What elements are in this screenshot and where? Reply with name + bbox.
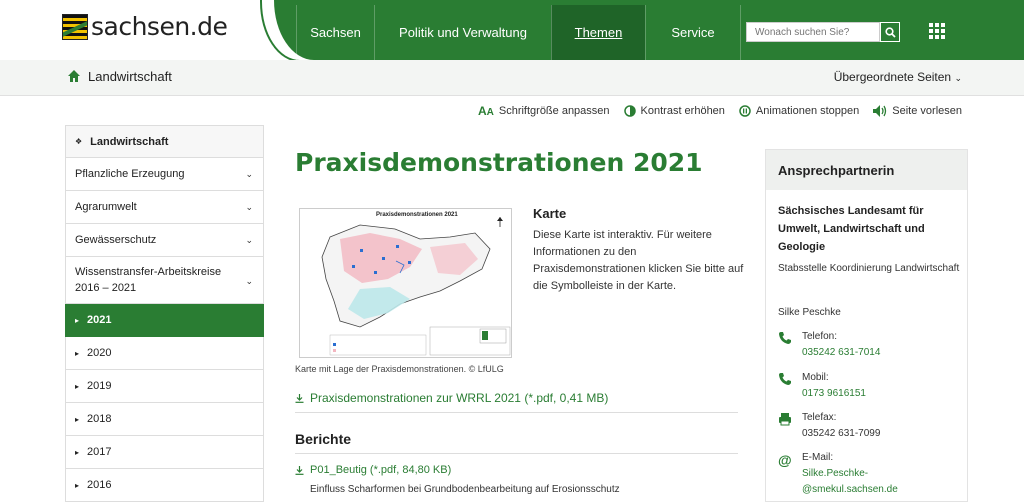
parent-pages-dropdown[interactable]	[834, 70, 962, 84]
fax-number: 035242 631-7099	[802, 428, 881, 439]
sidebar-item-2020[interactable]	[65, 337, 264, 370]
chevron-down-icon: ⌄	[245, 276, 253, 286]
sidebar-item-2021[interactable]	[65, 304, 264, 337]
karte-heading: Karte	[533, 206, 567, 221]
triangle-right-icon: ▸	[75, 348, 80, 358]
search-icon	[885, 27, 896, 38]
phone-icon	[778, 372, 792, 386]
nav-item-service[interactable]: Service	[645, 5, 741, 60]
download-link-praxisdemonstrationen[interactable]	[295, 391, 608, 405]
sidebar-item-2019[interactable]	[65, 370, 264, 403]
contact-organization: Sächsisches Landesamt für Umwelt, Landwirtschaft und Geologie	[778, 205, 925, 253]
triangle-right-icon: ▸	[75, 315, 80, 325]
contact-person: Silke Peschke	[778, 307, 841, 318]
phone-link[interactable]: 035242 631-7014	[802, 347, 881, 358]
contact-heading: Ansprechpartnerin	[766, 150, 967, 190]
pause-icon	[739, 105, 751, 117]
sidebar-item-wissenstransfer[interactable]	[65, 257, 264, 304]
breadcrumb	[0, 60, 1024, 96]
download-link-p01[interactable]	[295, 464, 451, 476]
email-label: E-Mail:	[802, 452, 834, 463]
sidebar-item-label: 2018	[87, 413, 112, 425]
chevron-down-icon: ⌄	[245, 169, 253, 179]
triangle-right-icon: ▸	[75, 381, 80, 391]
mobile-link[interactable]: 0173 9616151	[802, 388, 866, 399]
email-link-part2[interactable]: @smekul.sachsen.de	[802, 484, 898, 495]
berichte-heading: Berichte	[295, 431, 352, 447]
read-aloud-button[interactable]	[873, 105, 962, 117]
sidebar-item-label: Landwirtschaft	[90, 135, 169, 148]
parent-pages-label: Übergeordnete Seiten	[833, 70, 952, 84]
triangle-right-icon: ▸	[75, 447, 80, 457]
sidebar-item-2017[interactable]	[65, 436, 264, 469]
sidebar-item-pflanzliche-erzeugung[interactable]	[65, 158, 264, 191]
animations-button[interactable]	[739, 105, 859, 117]
speaker-icon	[873, 105, 887, 117]
download-icon	[295, 394, 304, 403]
chevron-down-icon: ⌄	[245, 202, 253, 212]
diamond-icon: ❖	[75, 137, 83, 146]
page-title: Praxisdemonstrationen 2021	[295, 148, 703, 177]
home-icon[interactable]	[68, 70, 80, 82]
read-aloud-label: Seite vorlesen	[892, 105, 962, 117]
search-button[interactable]	[880, 22, 900, 42]
nav-item-themen[interactable]: Themen	[551, 5, 645, 60]
phone-icon	[778, 331, 792, 345]
sidebar-item-gewaesserschutz[interactable]	[65, 224, 264, 257]
saxony-map-graphic	[300, 209, 512, 358]
font-size-icon: AA	[477, 104, 494, 118]
triangle-right-icon: ▸	[75, 480, 80, 490]
sidebar-item-label: Gewässerschutz	[75, 234, 157, 246]
sidebar-item-2018[interactable]	[65, 403, 264, 436]
contrast-button[interactable]	[624, 105, 725, 117]
map-title: Praxisdemonstrationen 2021	[376, 212, 458, 218]
sidebar-item-landwirtschaft[interactable]	[65, 125, 264, 158]
sidebar-item-label: 2019	[87, 380, 112, 392]
main-nav	[296, 5, 741, 60]
mobile-label: Mobil:	[802, 372, 829, 383]
animations-label: Animationen stoppen	[755, 105, 860, 117]
font-size-label: Schriftgröße anpassen	[498, 105, 610, 117]
search-form	[746, 22, 900, 42]
site-logo-text: sachsen.de	[91, 12, 228, 41]
karte-description: Diese Karte ist interaktiv. Für weitere Informationen zu den Praxisdemonstrationen klicken Sie bitte auf die Symbolleiste in der Karte.	[533, 229, 744, 292]
search-input[interactable]	[746, 22, 880, 42]
contact-box	[765, 149, 968, 502]
p01-description: Einfluss Scharformen bei Grundbodenbearbeitung auf Erosionsschutz	[310, 484, 620, 495]
sidebar-item-label: Agrarumwelt	[75, 201, 137, 213]
fax-icon	[778, 412, 792, 426]
contrast-label: Kontrast erhöhen	[640, 105, 725, 117]
fax-label: Telefax:	[802, 412, 837, 423]
divider	[295, 412, 738, 413]
contact-department: Stabsstelle Koordinierung Landwirtschaft	[778, 263, 960, 274]
chevron-down-icon: ⌄	[954, 73, 962, 83]
triangle-right-icon: ▸	[75, 414, 80, 424]
saxony-coat-of-arms-icon	[62, 14, 88, 40]
contrast-icon	[624, 105, 636, 117]
sidebar-item-2016[interactable]	[65, 469, 264, 502]
download-icon	[295, 466, 304, 475]
sidebar-nav	[65, 125, 264, 502]
sidebar-item-label: 2020	[87, 347, 112, 359]
sidebar-item-label: 2017	[87, 446, 112, 458]
sidebar-item-label: 2021	[87, 314, 112, 326]
email-link-part1[interactable]: Silke.Peschke-	[802, 468, 869, 479]
sidebar-item-agrarumwelt[interactable]	[65, 191, 264, 224]
breadcrumb-title[interactable]: Landwirtschaft	[88, 69, 172, 84]
sidebar-item-label: 2016	[87, 479, 112, 491]
chevron-down-icon: ⌄	[245, 235, 253, 245]
map-image[interactable]	[299, 208, 512, 358]
phone-label: Telefon:	[802, 331, 838, 342]
font-size-button[interactable]	[478, 104, 610, 118]
nav-item-sachsen[interactable]: Sachsen	[296, 5, 374, 60]
sidebar-item-label: Pflanzliche Erzeugung	[75, 168, 185, 180]
divider	[295, 453, 738, 454]
site-logo[interactable]	[62, 12, 227, 41]
sidebar-item-label: Wissenstransfer-Arbeitskreise 2016 – 2021	[75, 266, 222, 294]
accessibility-toolbar	[478, 104, 962, 118]
download-link-label: Praxisdemonstrationen zur WRRL 2021 (*.pdf, 0,41 MB)	[310, 391, 609, 405]
download-link-label: P01_Beutig (*.pdf, 84,80 KB)	[310, 464, 452, 476]
map-caption: Karte mit Lage der Praxisdemonstrationen. © LfULG	[295, 364, 504, 374]
at-sign-icon: @	[778, 452, 792, 468]
apps-grid-icon[interactable]	[929, 23, 945, 39]
nav-item-politik-und-verwaltung[interactable]: Politik und Verwaltung	[374, 5, 551, 60]
